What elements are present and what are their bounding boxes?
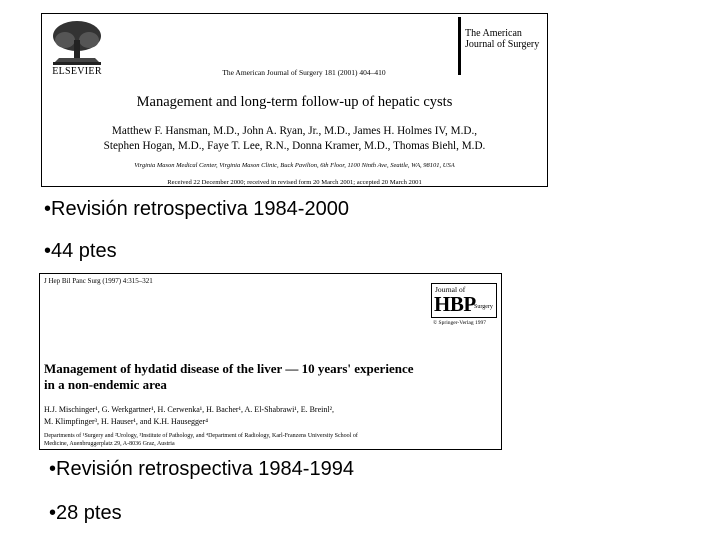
title-line2: in a non-endemic area	[44, 377, 167, 392]
hbp-logo-sub: Surgery	[474, 304, 493, 310]
article2-citation: J Hep Bil Panc Surg (1997) 4:315–321	[44, 277, 153, 285]
journal-logo-line1: The American	[465, 28, 522, 39]
journal-logo	[458, 17, 544, 75]
article1-title: Management and long-term follow-up of hepatic cysts	[136, 94, 453, 110]
bullet-review-period-2: •Revisión retrospectiva 1984-1994	[49, 458, 354, 480]
dept-line2: Medicine, Auenbruggerplatz 29, A-8036 Graz, Austria	[44, 440, 175, 447]
article2-departments	[44, 433, 499, 448]
article2-authors	[44, 404, 499, 428]
journal-logo-line2: Journal of Surgery	[465, 39, 540, 50]
publisher-name: ELSEVIER	[52, 66, 102, 77]
article1-affiliation: Virginia Mason Medical Center, Virginia Mason Clinic, Buck Pavilion, 6th Floor, 1100 Ninth Ave, Seattle, WA, 98101, USA	[134, 162, 455, 169]
hbp-logo-main: HBP	[434, 292, 476, 316]
bullet-patient-count-2: •28 ptes	[49, 502, 122, 524]
article1-received-dates: Received 22 December 2000; received in revised form 20 March 2001; accepted 20 March 2001	[167, 179, 422, 186]
copyright-notice: © Springer-Verlag 1997	[433, 320, 486, 326]
hbp-journal-logo	[431, 283, 497, 318]
article1-header-image	[41, 13, 548, 187]
hbp-logo-top: Journal of	[435, 285, 466, 294]
authors-line2: M. Klimpfinger³, H. Hauser¹, and K.H. Hausegger⁴	[44, 417, 208, 426]
article2-header-image	[39, 273, 502, 450]
bullet-review-period-1: •Revisión retrospectiva 1984-2000	[44, 198, 349, 220]
dept-line1: Departments of ¹Surgery and ²Urology, ³Institute of Pathology, and ⁴Department of Radiology, Karl-Franzens University School of	[44, 433, 358, 439]
authors-line1: Matthew F. Hansman, M.D., John A. Ryan, Jr., M.D., James H. Holmes IV, M.D.,	[111, 125, 478, 137]
article2-title	[44, 361, 494, 393]
journal-citation: The American Journal of Surgery 181 (2001) 404–410	[222, 68, 386, 77]
authors-line1: H.J. Mischinger¹, G. Werkgartner¹, H. Cerwenka¹, H. Bacher¹, A. El-Shabrawi¹, E. Breinl²,	[44, 405, 334, 414]
authors-line2: Stephen Hogan, M.D., Faye T. Lee, R.N., Donna Kramer, M.D., Thomas Biehl, M.D.	[103, 140, 486, 152]
title-line1: Management of hydatid disease of the liver — 10 years' experience	[44, 361, 414, 376]
bullet-patient-count-1: •44 ptes	[44, 240, 117, 262]
article1-authors	[42, 124, 547, 154]
